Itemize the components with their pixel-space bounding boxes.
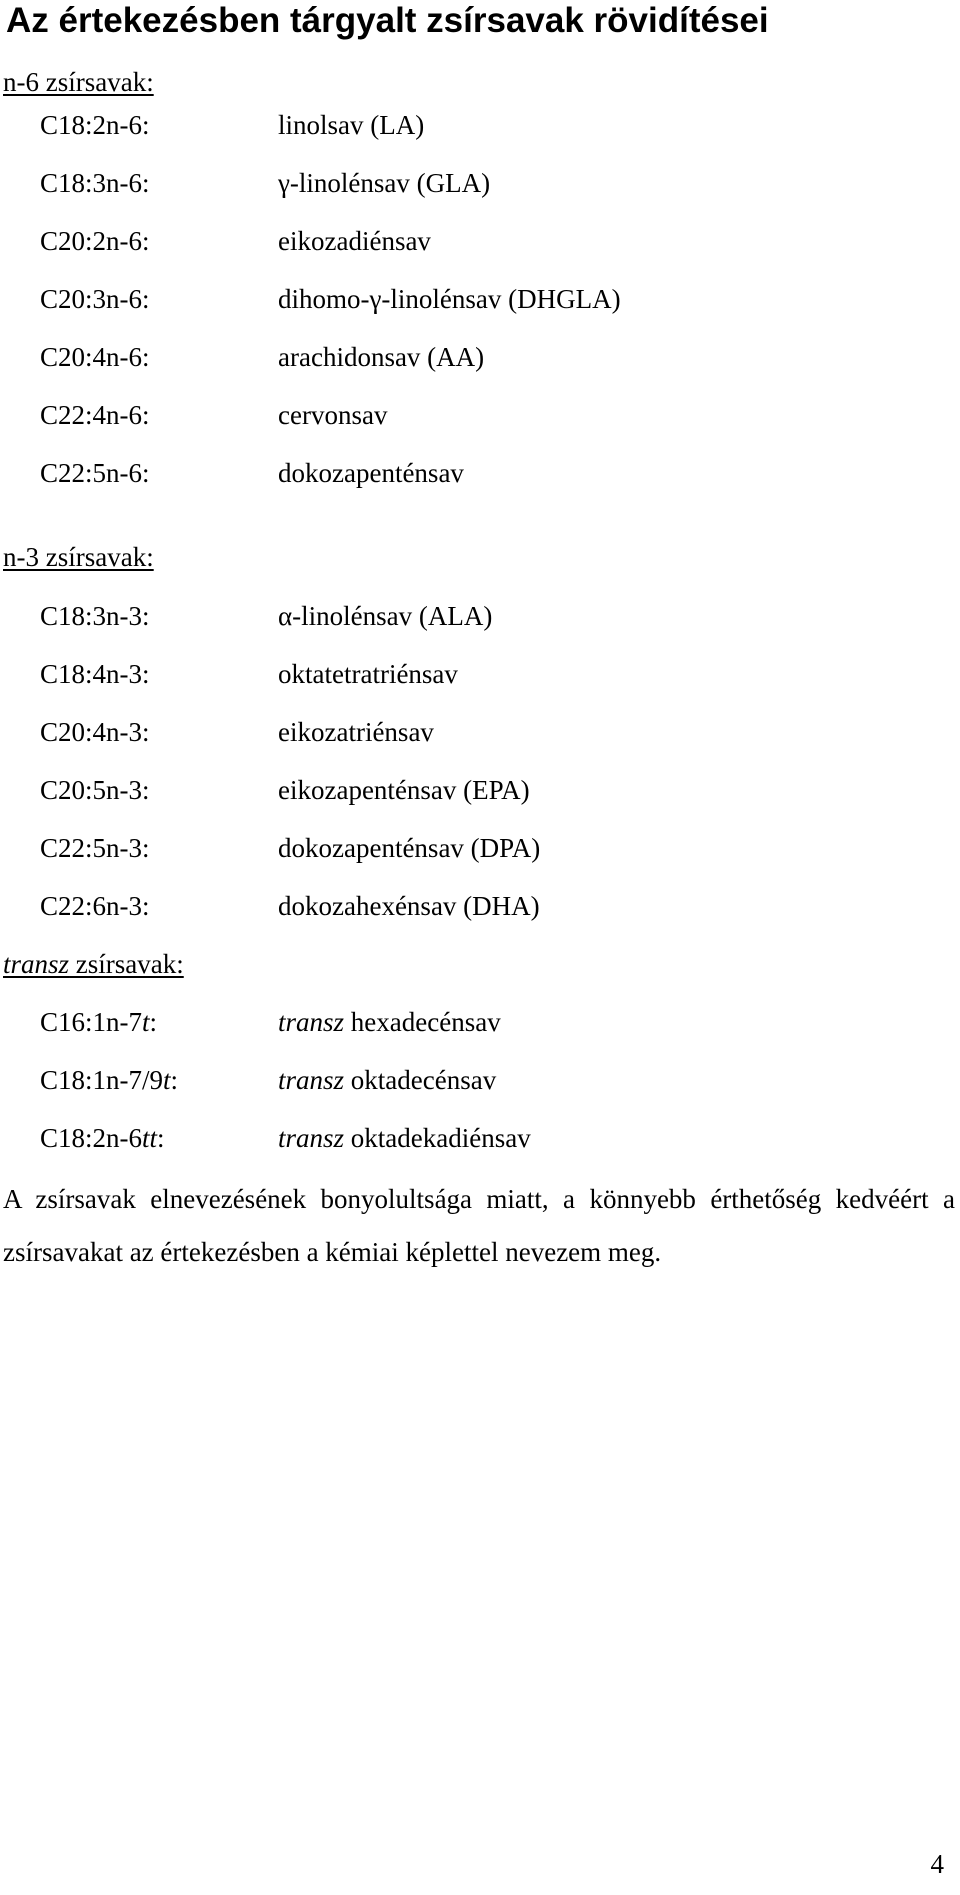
fatty-acid-row	[0, 397, 960, 433]
fatty-acid-name: eikozapenténsav (EPA)	[278, 775, 530, 805]
fatty-acid-row	[0, 339, 960, 375]
fatty-acid-row	[0, 1120, 960, 1156]
fatty-acid-name: oktatetratriénsav	[278, 659, 458, 689]
fatty-acid-row	[0, 830, 960, 866]
fatty-acid-row	[0, 1004, 960, 1040]
fatty-acid-abbreviation: C20:5n-3:	[40, 775, 150, 805]
fatty-acid-row	[0, 223, 960, 259]
fatty-acid-row	[0, 165, 960, 201]
fatty-acid-name: dokozapenténsav	[278, 458, 464, 488]
fatty-acid-abbreviation: C18:3n-6:	[40, 168, 150, 198]
fatty-acid-row	[0, 772, 960, 808]
section-heading-transz: transz zsírsavak:	[3, 949, 184, 979]
fatty-acid-abbreviation: C18:2n-6:	[40, 110, 150, 140]
fatty-acid-name: cervonsav	[278, 400, 388, 430]
fatty-acid-row	[0, 107, 960, 143]
fatty-acid-name: transz oktadecénsav	[278, 1065, 497, 1095]
page-title: Az értekezésben tárgyalt zsírsavak rövidítései	[6, 1, 769, 40]
fatty-acid-abbreviation: C22:4n-6:	[40, 400, 150, 430]
fatty-acid-row	[0, 656, 960, 692]
fatty-acid-name: transz oktadekadiénsav	[278, 1123, 531, 1153]
fatty-acid-name: dihomo-γ-linolénsav (DHGLA)	[278, 284, 621, 314]
fatty-acid-row	[0, 888, 960, 924]
fatty-acid-row	[0, 598, 960, 634]
fatty-acid-row	[0, 714, 960, 750]
fatty-acid-name: transz hexadecénsav	[278, 1007, 501, 1037]
fatty-acid-row	[0, 281, 960, 317]
fatty-acid-abbreviation: C20:4n-3:	[40, 717, 150, 747]
fatty-acid-name: α-linolénsav (ALA)	[278, 601, 493, 631]
fatty-acid-name: eikozadiénsav	[278, 226, 431, 256]
fatty-acid-name: eikozatriénsav	[278, 717, 434, 747]
fatty-acid-abbreviation: C18:3n-3:	[40, 601, 150, 631]
fatty-acid-abbreviation: C22:6n-3:	[40, 891, 150, 921]
section-heading-n6: n-6 zsírsavak:	[3, 67, 154, 97]
explanatory-paragraph: A zsírsavak elnevezésének bonyolultsága miatt, a könnyebb érthetőség kedvéért a zsírsavakat az értekezésben a kémiai képlettel nevezem meg.	[3, 1184, 955, 1267]
fatty-acid-abbreviation: C22:5n-3:	[40, 833, 150, 863]
fatty-acid-abbreviation: C16:1n-7t:	[40, 1007, 158, 1037]
fatty-acid-name: dokozahexénsav (DHA)	[278, 891, 540, 921]
fatty-acid-row	[0, 1062, 960, 1098]
fatty-acid-name: arachidonsav (AA)	[278, 342, 485, 372]
fatty-acid-row	[0, 455, 960, 491]
fatty-acid-abbreviation: C20:3n-6:	[40, 284, 150, 314]
fatty-acid-name: dokozapenténsav (DPA)	[278, 833, 541, 863]
fatty-acid-name: γ-linolénsav (GLA)	[278, 168, 491, 198]
fatty-acid-abbreviation: C18:2n-6tt:	[40, 1123, 165, 1153]
fatty-acid-abbreviation: C18:1n-7/9t:	[40, 1065, 179, 1095]
fatty-acid-abbreviation: C18:4n-3:	[40, 659, 150, 689]
page-number: 4	[930, 1849, 944, 1879]
fatty-acid-name: linolsav (LA)	[278, 110, 425, 140]
fatty-acid-abbreviation: C22:5n-6:	[40, 458, 150, 488]
fatty-acid-abbreviation: C20:4n-6:	[40, 342, 150, 372]
fatty-acid-abbreviation: C20:2n-6:	[40, 226, 150, 256]
section-heading-n3: n-3 zsírsavak:	[3, 542, 154, 572]
